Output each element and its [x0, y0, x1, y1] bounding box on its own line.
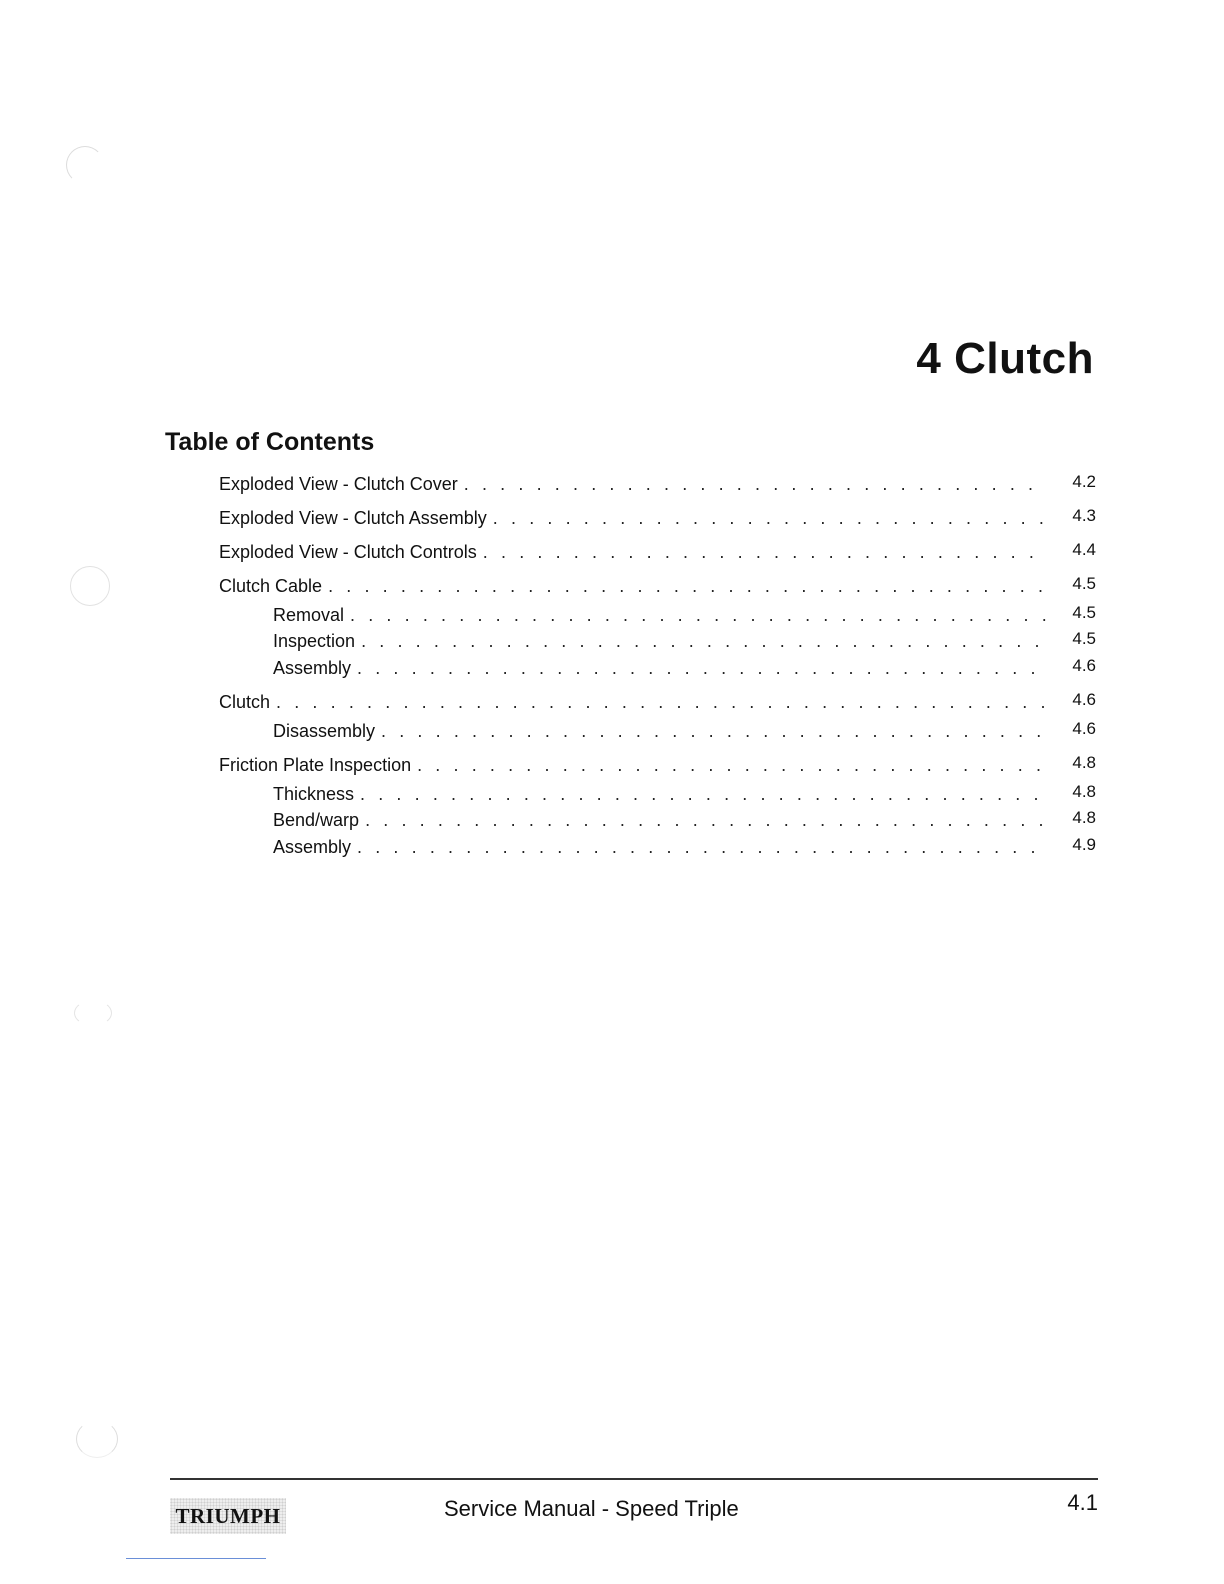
- toc-entry-page: 4.6: [1072, 719, 1096, 738]
- toc-entry-thickness[interactable]: [0, 782, 1224, 806]
- toc-entry-assembly[interactable]: [0, 656, 1224, 680]
- toc-entry-page: 4.2: [1072, 472, 1096, 491]
- toc-entry-removal[interactable]: [0, 603, 1224, 627]
- toc-dot-leader: [328, 574, 1046, 598]
- toc-entry-label: Assembly: [273, 656, 357, 680]
- toc-heading: Table of Contents: [165, 428, 375, 456]
- toc-dot-leader: [361, 629, 1046, 653]
- toc-entry-label: Exploded View - Clutch Controls: [219, 540, 483, 564]
- toc-entry-page: 4.6: [1072, 690, 1096, 709]
- toc-dot-leader: [357, 835, 1046, 859]
- toc-entry-label: Bend/warp: [273, 808, 365, 832]
- toc-entry-exploded-view-clutch-assembly[interactable]: [0, 506, 1224, 530]
- toc-entry-disassembly[interactable]: [0, 719, 1224, 743]
- toc-entry-page: 4.8: [1072, 782, 1096, 801]
- punch-hole-mark: [66, 146, 104, 184]
- toc-entry-page: 4.5: [1072, 629, 1096, 648]
- toc-entry-exploded-view-clutch-controls[interactable]: [0, 540, 1224, 564]
- toc-entry-exploded-view-clutch-cover[interactable]: [0, 472, 1224, 496]
- toc-entry-label: Disassembly: [273, 719, 381, 743]
- toc-entry-label: Assembly: [273, 835, 357, 859]
- toc-entry-page: 4.5: [1072, 574, 1096, 593]
- toc-entry-bend-warp[interactable]: [0, 808, 1224, 832]
- toc-entry-friction-plate-inspection[interactable]: [0, 753, 1224, 777]
- bottom-link-underline: [126, 1558, 266, 1559]
- punch-hole-mark: [76, 1420, 118, 1458]
- toc-entry-label: Removal: [273, 603, 350, 627]
- toc-entry-label: Thickness: [273, 782, 360, 806]
- toc-dot-leader: [360, 782, 1046, 806]
- triumph-logo: TRIUMPH: [170, 1498, 286, 1534]
- toc-dot-leader: [276, 690, 1046, 714]
- toc-entry-page: 4.4: [1072, 540, 1096, 559]
- toc-entry-page: 4.5: [1072, 603, 1096, 622]
- toc-dot-leader: [483, 540, 1046, 564]
- toc-entry-label: Exploded View - Clutch Cover: [219, 472, 464, 496]
- toc-entry-clutch[interactable]: [0, 690, 1224, 714]
- toc-dot-leader: [350, 603, 1046, 627]
- toc-entry-page: 4.6: [1072, 656, 1096, 675]
- toc-entry-assembly-2[interactable]: [0, 835, 1224, 859]
- toc-entry-label: Clutch Cable: [219, 574, 328, 598]
- toc-entry-label: Clutch: [219, 690, 276, 714]
- toc-dot-leader: [464, 472, 1046, 496]
- toc-entry-page: 4.8: [1072, 753, 1096, 772]
- toc-entry-page: 4.3: [1072, 506, 1096, 525]
- toc-dot-leader: [365, 808, 1046, 832]
- toc-entry-label: Exploded View - Clutch Assembly: [219, 506, 493, 530]
- toc-entry-inspection[interactable]: [0, 629, 1224, 653]
- toc-entry-page: 4.9: [1072, 835, 1096, 854]
- punch-hole-mark: [74, 1000, 112, 1026]
- toc-dot-leader: [417, 753, 1046, 777]
- toc-entry-page: 4.8: [1072, 808, 1096, 827]
- toc-dot-leader: [493, 506, 1046, 530]
- toc-entry-label: Inspection: [273, 629, 361, 653]
- footer-manual-title: Service Manual - Speed Triple: [444, 1496, 739, 1521]
- toc-dot-leader: [357, 656, 1046, 680]
- toc-entry-label: Friction Plate Inspection: [219, 753, 417, 777]
- toc-dot-leader: [381, 719, 1046, 743]
- footer-page-number: 4.1: [1067, 1490, 1098, 1515]
- chapter-title: 4 Clutch: [916, 334, 1094, 383]
- toc-entry-clutch-cable[interactable]: [0, 574, 1224, 598]
- footer-divider: [170, 1478, 1098, 1480]
